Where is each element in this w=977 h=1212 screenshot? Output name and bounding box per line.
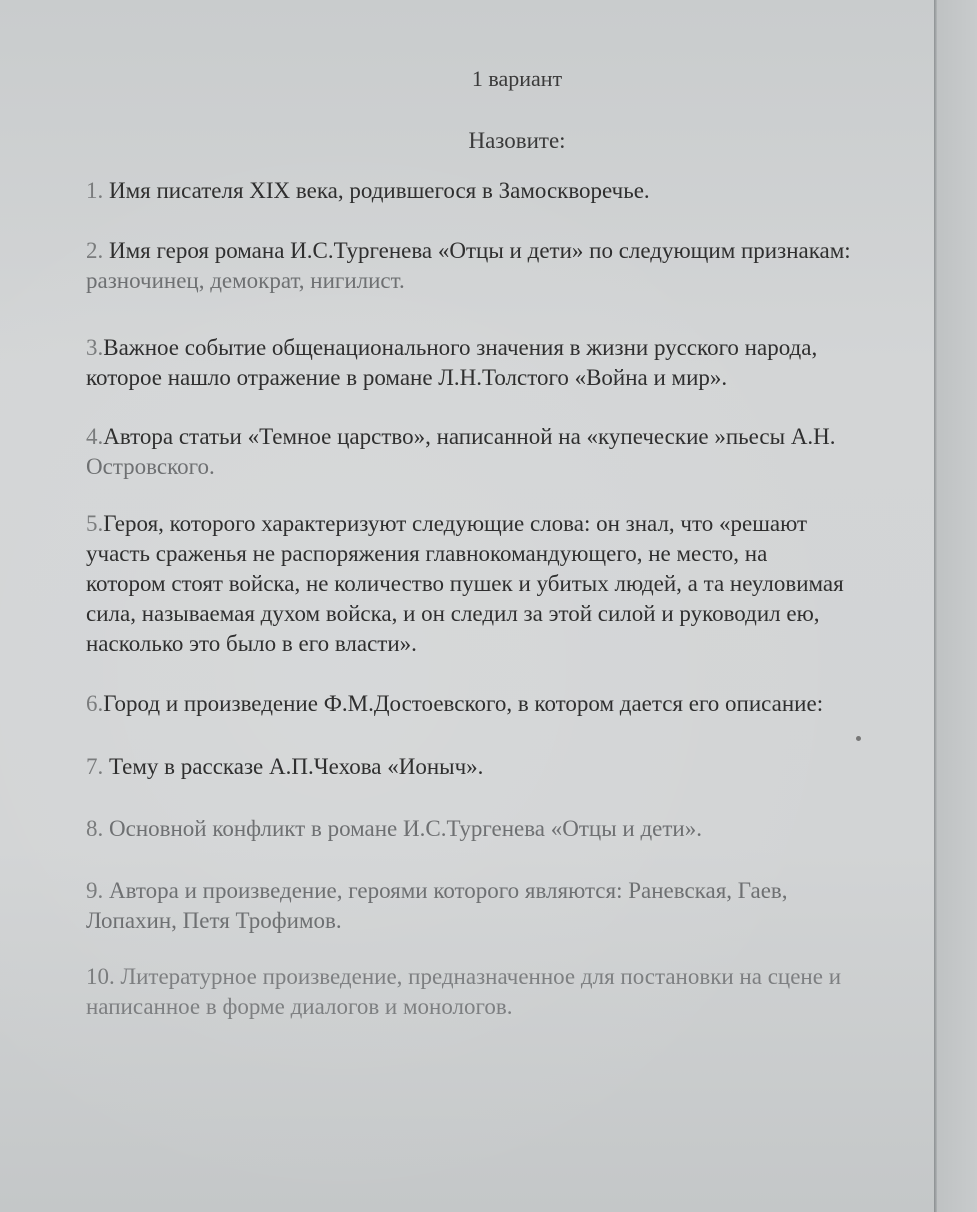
question-number: 10. — [86, 964, 115, 989]
question-number: 4. — [86, 424, 104, 449]
question-text: Литературное произведение, предназначенное для постановки на сцене и — [120, 964, 842, 989]
question-8 — [86, 814, 946, 844]
question-number: 6. — [86, 691, 104, 716]
question-text: Город и произведение Ф.М.Достоевского, в котором дается его описание: — [103, 691, 824, 716]
question-5 — [86, 509, 946, 659]
question-number: 1. — [86, 178, 104, 203]
variant-heading: 1 вариант — [471, 66, 563, 91]
question-text: Основной конфликт в романе И.С.Тургенева «Отцы и дети». — [109, 816, 702, 841]
question-text: сила, называемая духом войска, и он следил за этой силой и руководил ею, — [86, 601, 820, 626]
instruction-heading: Назовите: — [468, 128, 566, 153]
question-number: 7. — [86, 754, 104, 779]
question-6 — [86, 689, 946, 719]
question-10 — [86, 962, 946, 1022]
question-number: 5. — [86, 511, 104, 536]
question-text: написанное в форме диалогов и монологов. — [86, 994, 513, 1019]
question-text: разночинец, демократ, нигилист. — [86, 268, 405, 293]
question-2 — [86, 236, 946, 296]
question-1 — [86, 176, 946, 206]
question-text: Имя писателя XIX века, родившегося в Замоскворечье. — [109, 178, 650, 203]
question-7 — [86, 752, 946, 782]
question-number: 8. — [86, 816, 104, 841]
question-text: Лопахин, Петя Трофимов. — [86, 908, 342, 933]
question-3 — [86, 333, 946, 393]
question-text: Островского. — [86, 454, 215, 479]
question-text: насколько это было в его власти». — [86, 631, 417, 656]
question-text: котором стоят войска, не количество пушек и убитых людей, а та неуловимая — [86, 571, 844, 596]
question-text: Автора и произведение, героями которого являются: Раневская, Гаев, — [109, 878, 788, 903]
ink-speck — [856, 736, 861, 741]
question-number: 3. — [86, 335, 104, 360]
question-text: Героя, которого характеризуют следующие слова: он знал, что «решают — [103, 511, 808, 536]
question-9 — [86, 876, 946, 936]
question-text: Важное событие общенационального значения в жизни русского народа, — [103, 335, 818, 360]
question-text: Тему в рассказе А.П.Чехова «Ионыч». — [109, 754, 484, 779]
question-number: 9. — [86, 878, 104, 903]
question-text: которое нашло отражение в романе Л.Н.Толстого «Война и мир». — [86, 365, 728, 390]
question-text: участь сраженья не распоряжения главнокомандующего, не место, на — [86, 541, 768, 566]
question-4 — [86, 422, 946, 482]
question-number: 2. — [86, 238, 104, 263]
question-text: Автора статьи «Темное царство», написанной на «купеческие »пьесы А.Н. — [103, 424, 836, 449]
question-text: Имя героя романа И.С.Тургенева «Отцы и дети» по следующим признакам: — [109, 238, 851, 263]
